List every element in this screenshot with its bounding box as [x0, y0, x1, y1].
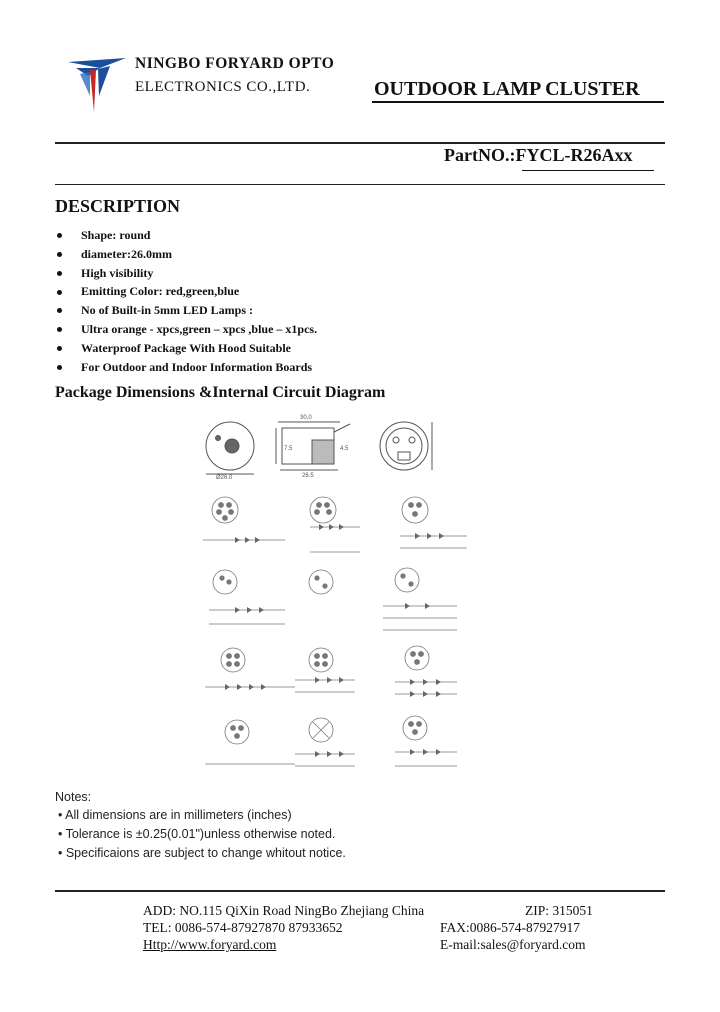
notes-heading: Notes: [55, 790, 92, 804]
circuit-block [310, 497, 360, 552]
document-title: OUTDOOR LAMP CLUSTER [374, 78, 640, 100]
bullet-icon [57, 346, 62, 351]
description-heading: DESCRIPTION [55, 196, 181, 216]
bullet-icon [57, 365, 62, 370]
dim-label: 26.5 [302, 473, 314, 479]
website-link[interactable]: Http://www.foryard.com [143, 937, 277, 952]
part-number: PartNO.:FYCL-R26Axx [444, 145, 633, 165]
circuit-block [205, 648, 295, 687]
bullet-icon [57, 233, 62, 238]
circuit-block [205, 720, 295, 764]
note-item: • Tolerance is ±0.25(0.01")unless otherwise noted. [58, 827, 336, 841]
company-address: ADD: NO.115 QiXin Road NingBo Zhejiang China [143, 903, 425, 918]
note-item: • All dimensions are in millimeters (inches) [58, 808, 292, 822]
note-item: • Specificaions are subject to change whitout notice. [58, 846, 346, 860]
list-item: For Outdoor and Indoor Information Boards [55, 358, 317, 377]
dimension-drawing [200, 410, 450, 480]
list-item: No of Built-in 5mm LED Lamps : [55, 301, 317, 320]
company-logo [66, 56, 128, 116]
back-view [380, 422, 432, 470]
dim-label: Ø26.0 [216, 475, 233, 480]
fax: FAX:0086-574-87927917 [440, 920, 580, 935]
footer-divider [55, 890, 665, 892]
circuit-block [395, 716, 457, 766]
circuit-block [295, 648, 355, 692]
list-item: Emitting Color: red,green,blue [55, 282, 317, 301]
bullet-icon [57, 252, 62, 257]
circuit-block [295, 718, 355, 766]
dim-label: 7.5 [284, 446, 293, 452]
telephone: TEL: 0086-574-87927870 87933652 [143, 920, 343, 935]
package-heading: Package Dimensions &Internal Circuit Diagram [55, 384, 386, 401]
list-item: Waterproof Package With Hood Suitable [55, 339, 317, 358]
bullet-icon [57, 327, 62, 332]
title-underline [372, 101, 664, 103]
zip-code: ZIP: 315051 [525, 903, 593, 918]
list-item: Shape: round [55, 226, 317, 245]
part-number-underline [522, 170, 654, 171]
dim-label: 4.5 [340, 446, 349, 452]
front-view [206, 422, 254, 474]
circuit-block [309, 570, 333, 594]
list-item: Ultra orange - xpcs,green – xpcs ,blue – x1pcs. [55, 320, 317, 339]
header-divider [55, 142, 665, 144]
email-address[interactable]: E-mail:sales@foryard.com [440, 937, 586, 952]
part-divider [55, 184, 665, 185]
circuit-block [395, 646, 457, 694]
circuit-diagrams [195, 482, 475, 782]
circuit-block [203, 497, 285, 540]
circuit-block [400, 497, 467, 548]
circuit-block [383, 568, 457, 630]
list-item: High visibility [55, 264, 317, 283]
circuit-block [209, 570, 285, 624]
list-item: diameter:26.0mm [55, 245, 317, 264]
company-name-line2: ELECTRONICS CO.,LTD. [135, 79, 311, 95]
bullet-icon [57, 308, 62, 313]
bullet-icon [57, 290, 62, 295]
dim-label: 30.0 [300, 415, 312, 421]
company-name-line1: NINGBO FORYARD OPTO [135, 55, 335, 72]
description-list [55, 226, 317, 376]
bullet-icon [57, 271, 62, 276]
